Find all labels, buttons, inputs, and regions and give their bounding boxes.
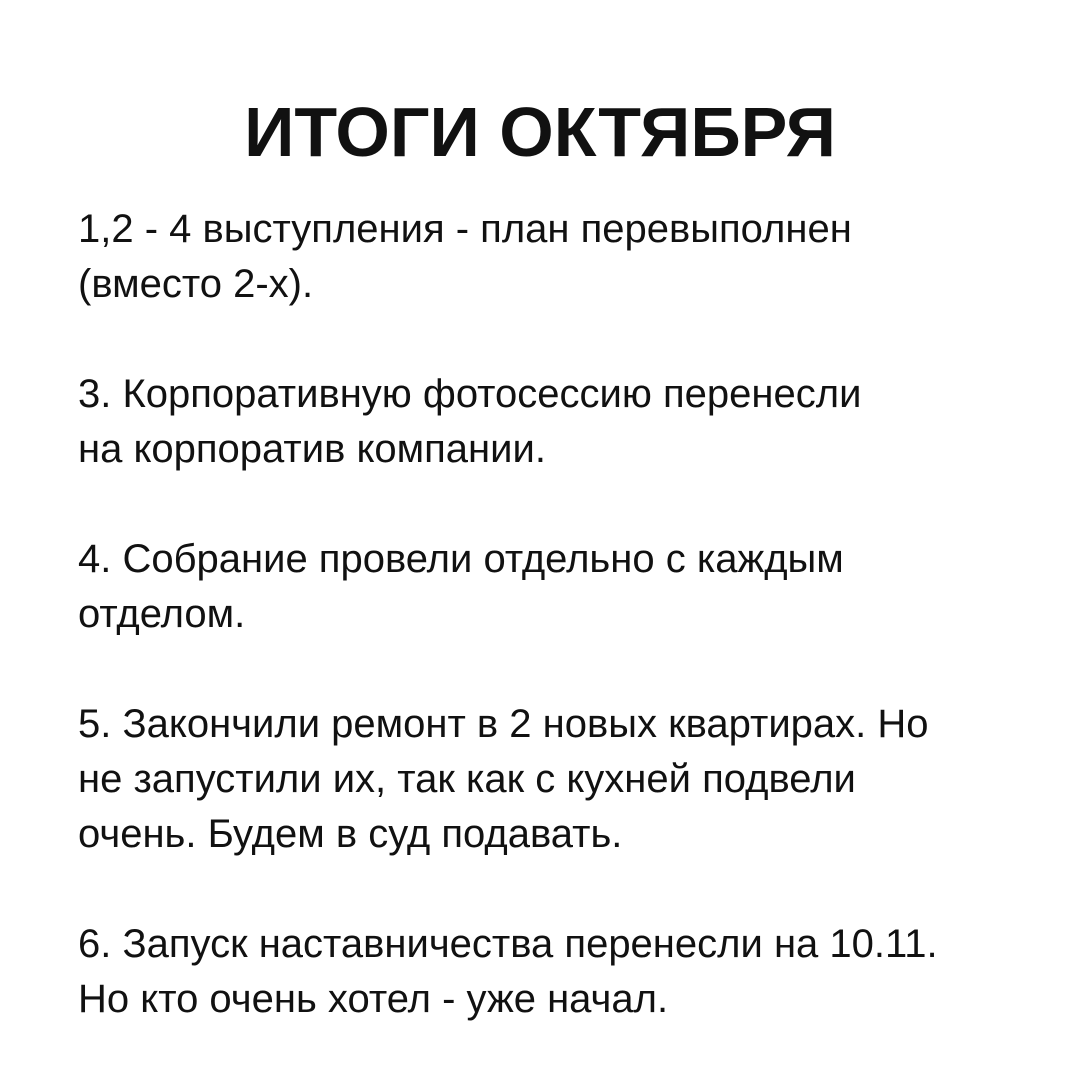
list-item-6 — [78, 917, 1038, 1027]
list-item-line: 6. Запуск наставничества перенесли на 10.11. — [78, 922, 938, 966]
page-title: ИТОГИ ОКТЯБРЯ — [244, 93, 836, 171]
list-item-line: Но кто очень хотел - уже начал. — [78, 977, 669, 1021]
list-item-line: очень. Будем в суд подавать. — [78, 812, 623, 856]
list-item-line: 1,2 - 4 выступления - план перевыполнен — [78, 207, 852, 251]
list-item-line: не запустили их, так как с кухней подвели — [78, 757, 856, 801]
list-item-line: 5. Закончили ремонт в 2 новых квартирах. Но — [78, 702, 929, 746]
list-item-5 — [78, 697, 1038, 862]
list-item-line: (вместо 2-х). — [78, 262, 314, 306]
list-item-4 — [78, 532, 1038, 642]
list-item-line: 3. Корпоративную фотосессию перенесли — [78, 372, 862, 416]
list-item-line: отделом. — [78, 592, 246, 636]
list-item-1 — [78, 202, 1038, 312]
results-list — [78, 202, 1038, 1027]
list-item-3 — [78, 367, 1038, 477]
list-item-line: на корпоратив компании. — [78, 427, 546, 471]
list-item-line: 4. Собрание провели отдельно с каждым — [78, 537, 844, 581]
